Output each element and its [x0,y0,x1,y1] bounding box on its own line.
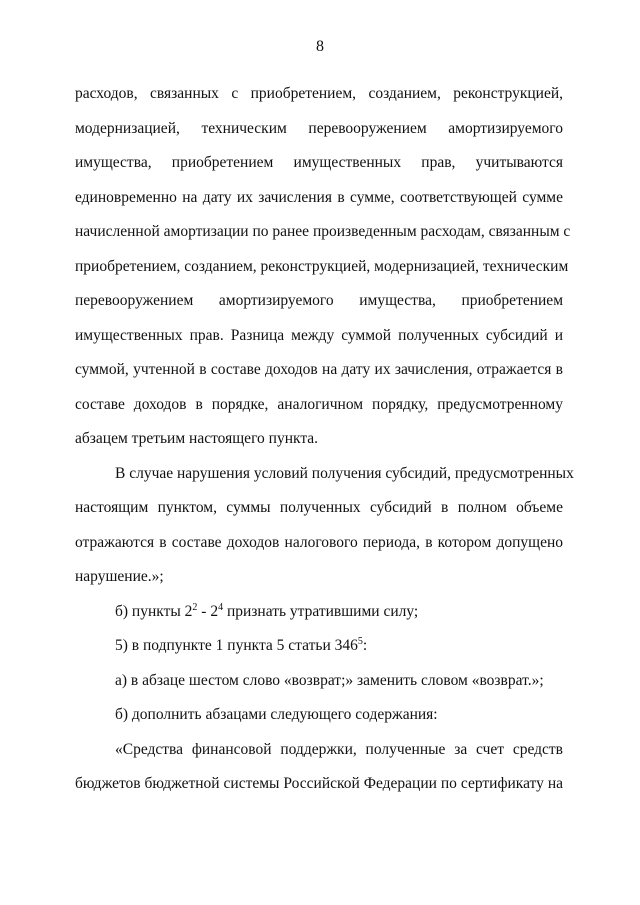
item-b-prefix: б) пункты 2 [115,602,193,620]
text-line: модернизацией, техническим перевооружением амортизируемого [75,119,563,137]
document-body [75,77,574,802]
text-line: перевооружением амортизируемого имущества, приобретением [75,292,563,309]
page-number: 8 [316,38,324,55]
superscript: 4 [218,601,224,613]
item-5-suffix: : [362,637,368,654]
text-line: отражаются в составе доходов налогового периода, в котором допущено [75,533,563,551]
text-line: начисленной амортизации по ранее произведенным расходам, связанным с [75,223,571,240]
paragraph-subsidy-accounting [75,77,571,457]
paragraph-violation [75,457,574,595]
item-b-points-repealed [75,595,563,630]
superscript: 5 [357,635,363,647]
item-5-subparagraph [75,629,563,664]
text-line: абзацем третьим настоящего пункта. [75,430,319,447]
quoted-paragraph [75,733,563,802]
text-line: В случае нарушения условий получения субсидий, предусмотренных [115,464,574,482]
text-line: «Средства финансовой поддержки, полученные за счет средств [115,740,563,758]
text-line: составе доходов в порядке, аналогичном порядку, предусмотренному [75,395,563,413]
text-line: бюджетов бюджетной системы Российской Федерации по сертификату на [75,775,563,792]
superscript: 2 [192,601,198,613]
text-line: настоящим пунктом, суммы полученных субсидий в полном объеме [75,499,563,516]
text-line: расходов, связанных с приобретением, созданием, реконструкцией, [75,85,563,102]
text-line: приобретением, созданием, реконструкцией, модернизацией, техническим [75,257,569,275]
text-line: имущества, приобретением имущественных прав, учитываются [75,154,563,171]
text-line: нарушение.»; [75,568,164,585]
item-5a-replace-word: а) в абзаце шестом слово «возврат;» заменить словом «возврат.»; [115,671,544,689]
item-b-suffix: признать утратившими силу; [223,602,419,620]
text-line: имущественных прав. Разница между суммой полученных субсидий и [75,326,563,344]
item-5-text: 5) в подпункте 1 пункта 5 статьи 346 [115,637,358,654]
item-5b-add-paragraphs: б) дополнить абзацами следующего содержания: [115,706,438,723]
text-line: единовременно на дату их зачисления в сумме, соответствующей сумме [75,188,563,206]
text-line: суммой, учтенной в составе доходов на дату их зачисления, отражается в [75,361,563,378]
item-b-dash: - 2 [197,602,219,620]
